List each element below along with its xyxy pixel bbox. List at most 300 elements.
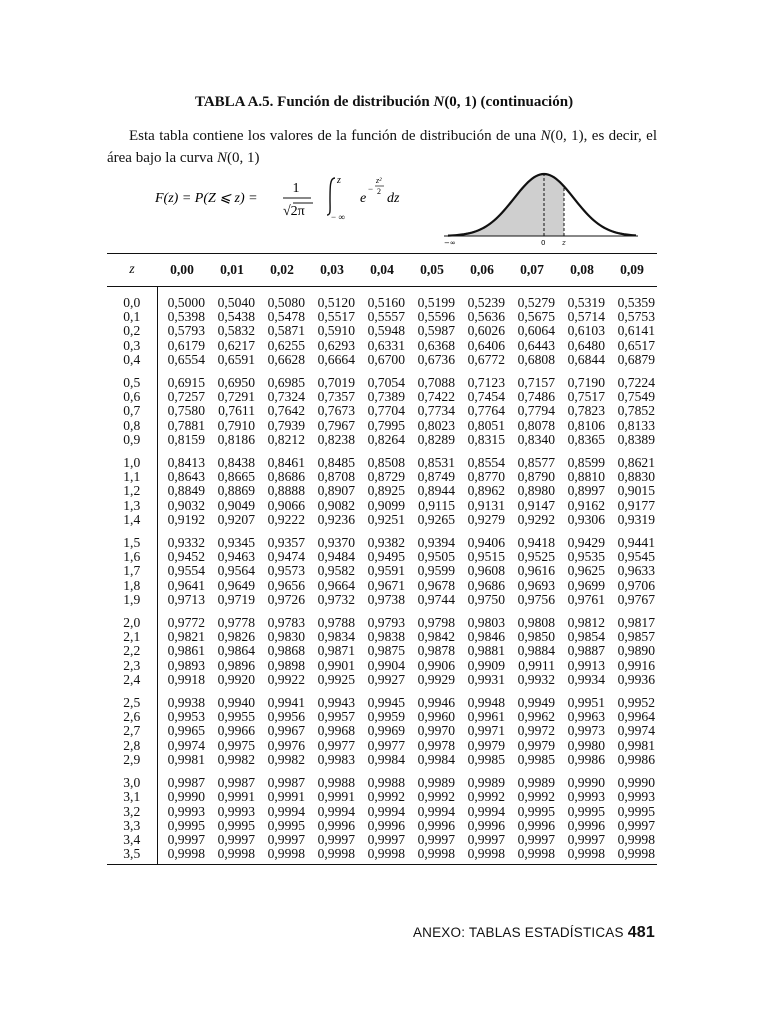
probability-cell: 0,9699 [567, 577, 605, 593]
normal-distribution-table [107, 253, 657, 865]
probability-cell: 0,7642 [267, 403, 305, 419]
probability-cell: 0,9162 [567, 497, 605, 513]
probability-cell: 0,9744 [417, 591, 455, 607]
probability-cell: 0,6103 [567, 323, 605, 339]
table-row [107, 324, 657, 338]
table-row [107, 593, 657, 607]
probability-cell: 0,9913 [567, 657, 605, 673]
probability-cell: 0,9904 [367, 657, 405, 673]
probability-cell: 0,7549 [617, 389, 655, 405]
probability-cell: 0,7881 [167, 417, 205, 433]
probability-cell: 0,7794 [517, 403, 555, 419]
probability-cell: 0,9963 [567, 709, 605, 725]
probability-cell: 0,6915 [167, 375, 205, 391]
probability-cell: 0,9884 [517, 643, 555, 659]
probability-cell: 0,9998 [507, 847, 557, 865]
probability-cell: 0,5279 [517, 295, 555, 310]
formula-exp-den: 2 [377, 187, 381, 196]
probability-cell: 0,9418 [517, 535, 555, 551]
probability-cell: 0,5359 [617, 295, 655, 310]
probability-cell: 0,9952 [617, 695, 655, 711]
probability-cell: 0,9906 [417, 657, 455, 673]
probability-cell: 0,7939 [267, 417, 305, 433]
table-row [107, 484, 657, 498]
probability-cell: 0,9750 [467, 591, 505, 607]
intro-text-3: (0, 1) [226, 150, 260, 166]
probability-cell: 0,9996 [567, 817, 605, 833]
probability-cell: 0,8485 [317, 455, 355, 471]
probability-cell: 0,7704 [367, 403, 405, 419]
probability-cell: 0,6368 [417, 337, 455, 353]
probability-cell: 0,9732 [317, 591, 355, 607]
probability-cell: 0,9222 [267, 511, 305, 527]
table-row [107, 339, 657, 353]
footer-section: ANEXO: TABLAS ESTADÍSTICAS [412, 925, 624, 940]
probability-cell: 0,9767 [617, 591, 655, 607]
z-value-cell: 0,1 [107, 310, 157, 324]
probability-cell: 0,9082 [317, 497, 355, 513]
probability-cell: 0,5199 [417, 295, 455, 310]
probability-cell: 0,9649 [217, 577, 255, 593]
probability-cell: 0,8643 [167, 469, 205, 485]
probability-cell: 0,8186 [217, 431, 255, 447]
probability-cell: 0,9981 [617, 737, 655, 753]
probability-cell: 0,9864 [217, 643, 255, 659]
table-row [107, 513, 657, 527]
z-value-cell: 0,2 [107, 324, 157, 338]
probability-cell: 0,9706 [617, 577, 655, 593]
probability-cell: 0,9976 [267, 737, 305, 753]
probability-cell: 0,9955 [217, 709, 255, 725]
table-row [107, 753, 657, 767]
column-header: 0,04 [357, 254, 407, 287]
probability-cell: 0,9990 [567, 775, 605, 791]
probability-cell: 0,9998 [257, 847, 307, 865]
z-value-cell: 3,5 [107, 847, 157, 865]
probability-cell: 0,5793 [167, 323, 205, 339]
probability-cell: 0,9945 [367, 695, 405, 711]
probability-cell: 0,9842 [417, 629, 455, 645]
probability-cell: 0,9616 [517, 563, 555, 579]
probability-cell: 0,7389 [367, 389, 405, 405]
probability-cell: 0,5000 [167, 295, 205, 310]
probability-cell: 0,5871 [267, 323, 305, 339]
probability-cell: 0,8790 [517, 469, 555, 485]
probability-cell: 0,9332 [167, 535, 205, 551]
probability-cell: 0,9878 [417, 643, 455, 659]
column-header: 0,05 [407, 254, 457, 287]
probability-cell: 0,9989 [467, 775, 505, 791]
probability-cell: 0,9949 [517, 695, 555, 711]
probability-cell: 0,6517 [617, 337, 655, 353]
z-value-cell: 2,9 [107, 753, 157, 767]
probability-cell: 0,9998 [617, 831, 655, 847]
probability-cell: 0,9319 [617, 511, 655, 527]
probability-cell: 0,9993 [567, 789, 605, 805]
probability-cell: 0,9693 [517, 577, 555, 593]
probability-cell: 0,8389 [617, 431, 655, 447]
probability-cell: 0,9970 [417, 723, 455, 739]
probability-cell: 0,9979 [467, 737, 505, 753]
probability-cell: 0,9997 [517, 831, 555, 847]
probability-cell: 0,9251 [367, 511, 405, 527]
probability-cell: 0,9936 [617, 671, 655, 687]
probability-cell: 0,9929 [417, 671, 455, 687]
title-suffix: (0, 1) (continuación) [444, 94, 574, 110]
probability-cell: 0,6331 [367, 337, 405, 353]
z-value-cell: 2,1 [107, 630, 157, 644]
probability-cell: 0,5675 [517, 309, 555, 325]
probability-cell: 0,6879 [617, 351, 655, 367]
z-value-cell: 2,7 [107, 724, 157, 738]
probability-cell: 0,9788 [317, 615, 355, 631]
probability-cell: 0,9997 [467, 831, 505, 847]
z-value-cell: 1,0 [107, 456, 157, 470]
probability-cell: 0,7054 [367, 375, 405, 391]
probability-cell: 0,9925 [317, 671, 355, 687]
probability-cell: 0,9525 [517, 549, 555, 565]
probability-cell: 0,8925 [367, 483, 405, 499]
table-row [107, 847, 657, 865]
z-column-header: z [107, 254, 157, 287]
probability-cell: 0,9890 [617, 643, 655, 659]
probability-cell: 0,6293 [317, 337, 355, 353]
probability-cell: 0,5636 [467, 309, 505, 325]
probability-cell: 0,7580 [167, 403, 205, 419]
probability-cell: 0,9971 [467, 723, 505, 739]
formula-upper: z [337, 175, 341, 186]
probability-cell: 0,9946 [417, 695, 455, 711]
probability-cell: 0,8340 [517, 431, 555, 447]
z-value-cell: 2,6 [107, 710, 157, 724]
probability-cell: 0,9998 [357, 847, 407, 865]
z-value-cell: 1,8 [107, 579, 157, 593]
probability-cell: 0,9292 [517, 511, 555, 527]
probability-cell: 0,6179 [167, 337, 205, 353]
probability-cell: 0,9987 [167, 775, 205, 791]
probability-cell: 0,6406 [467, 337, 505, 353]
z-value-cell: 1,5 [107, 536, 157, 550]
probability-cell: 0,9998 [457, 847, 507, 865]
table-body [107, 287, 657, 865]
probability-cell: 0,9505 [417, 549, 455, 565]
probability-cell: 0,9994 [467, 803, 505, 819]
probability-cell: 0,9382 [367, 535, 405, 551]
probability-cell: 0,9990 [617, 775, 655, 791]
probability-cell: 0,9756 [517, 591, 555, 607]
probability-cell: 0,8869 [217, 483, 255, 499]
probability-cell: 0,8508 [367, 455, 405, 471]
probability-cell: 0,9996 [317, 817, 355, 833]
probability-cell: 0,9994 [367, 803, 405, 819]
probability-cell: 0,7019 [317, 375, 355, 391]
probability-cell: 0,9959 [367, 709, 405, 725]
probability-cell: 0,9032 [167, 497, 205, 513]
probability-cell: 0,9997 [417, 831, 455, 847]
probability-cell: 0,9995 [567, 803, 605, 819]
probability-cell: 0,9922 [267, 671, 305, 687]
probability-cell: 0,9998 [607, 847, 657, 865]
z-value-cell: 1,9 [107, 593, 157, 607]
z-value-cell: 2,0 [107, 616, 157, 630]
probability-cell: 0,9909 [467, 657, 505, 673]
probability-cell: 0,9911 [518, 657, 555, 673]
probability-cell: 0,9821 [167, 629, 205, 645]
probability-cell: 0,9934 [567, 671, 605, 687]
probability-cell: 0,9974 [167, 737, 205, 753]
probability-cell: 0,9131 [467, 497, 505, 513]
probability-cell: 0,9783 [267, 615, 305, 631]
table-row [107, 353, 657, 367]
probability-cell: 0,6064 [517, 323, 555, 339]
probability-cell: 0,5438 [217, 309, 255, 325]
table-row [107, 419, 657, 433]
intro-text-2: (0, 1), es decir, el área bajo la curva [107, 128, 657, 166]
zero-label: 0 [541, 239, 546, 247]
probability-cell: 0,9066 [267, 497, 305, 513]
intro-paragraph [107, 125, 657, 169]
probability-cell: 0,7190 [567, 375, 605, 391]
probability-cell: 0,9965 [167, 723, 205, 739]
table-row [107, 470, 657, 484]
probability-cell: 0,8830 [617, 469, 655, 485]
probability-cell: 0,9798 [417, 615, 455, 631]
probability-cell: 0,8665 [217, 469, 255, 485]
probability-cell: 0,5040 [217, 295, 255, 310]
probability-cell: 0,9633 [617, 563, 655, 579]
probability-cell: 0,9192 [167, 511, 205, 527]
probability-cell: 0,7764 [467, 403, 505, 419]
intro-n-1: N [540, 128, 551, 144]
bell-curve-diagram [440, 168, 640, 253]
probability-cell: 0,9177 [617, 497, 655, 513]
probability-cell: 0,8686 [267, 469, 305, 485]
probability-cell: 0,6480 [567, 337, 605, 353]
probability-cell: 0,9838 [367, 629, 405, 645]
probability-cell: 0,8315 [467, 431, 505, 447]
column-header: 0,09 [607, 254, 657, 287]
probability-cell: 0,5319 [567, 295, 605, 310]
probability-cell: 0,9987 [217, 775, 255, 791]
probability-cell: 0,9996 [367, 817, 405, 833]
probability-cell: 0,7123 [467, 375, 505, 391]
probability-cell: 0,6591 [217, 351, 255, 367]
probability-cell: 0,9982 [217, 751, 255, 767]
probability-cell: 0,5080 [267, 295, 305, 310]
probability-cell: 0,9049 [217, 497, 255, 513]
table-row [107, 776, 657, 790]
probability-cell: 0,6255 [267, 337, 305, 353]
probability-cell: 0,9981 [167, 751, 205, 767]
probability-cell: 0,9370 [317, 535, 355, 551]
probability-cell: 0,9515 [467, 549, 505, 565]
probability-cell: 0,5753 [617, 309, 655, 325]
probability-cell: 0,7995 [367, 417, 405, 433]
probability-cell: 0,9495 [367, 549, 405, 565]
page-title [0, 94, 768, 111]
probability-cell: 0,8980 [517, 483, 555, 499]
table-row [107, 710, 657, 724]
z-value-cell: 0,8 [107, 419, 157, 433]
probability-cell: 0,9988 [367, 775, 405, 791]
probability-cell: 0,8212 [267, 431, 305, 447]
probability-cell: 0,8365 [567, 431, 605, 447]
probability-cell: 0,9573 [267, 563, 305, 579]
table-row [107, 724, 657, 738]
formula-dz: dz [387, 191, 400, 206]
z-value-cell: 3,2 [107, 805, 157, 819]
z-value-cell: 0,3 [107, 339, 157, 353]
probability-cell: 0,9591 [367, 563, 405, 579]
probability-cell: 0,9893 [167, 657, 205, 673]
probability-cell: 0,9985 [467, 751, 505, 767]
probability-cell: 0,8289 [417, 431, 455, 447]
probability-cell: 0,8599 [567, 455, 605, 471]
probability-cell: 0,9993 [167, 803, 205, 819]
table-row [107, 499, 657, 513]
probability-cell: 0,9115 [418, 497, 455, 513]
probability-cell: 0,9994 [317, 803, 355, 819]
probability-cell: 0,5160 [367, 295, 405, 310]
probability-cell: 0,9887 [567, 643, 605, 659]
probability-cell: 0,9992 [467, 789, 505, 805]
probability-cell: 0,9357 [267, 535, 305, 551]
probability-cell: 0,9994 [417, 803, 455, 819]
probability-cell: 0,8531 [417, 455, 455, 471]
probability-cell: 0,8051 [467, 417, 505, 433]
probability-cell: 0,7088 [417, 375, 455, 391]
column-header: 0,01 [207, 254, 257, 287]
probability-cell: 0,8023 [417, 417, 455, 433]
probability-cell: 0,5398 [167, 309, 205, 325]
formula-lhs: F(z) = P(Z ⩽ z) = [155, 191, 258, 206]
probability-cell: 0,8997 [567, 483, 605, 499]
minus-infinity-label: −∞ [444, 239, 456, 247]
probability-cell: 0,9977 [367, 737, 405, 753]
probability-cell: 0,7910 [217, 417, 255, 433]
probability-cell: 0,9664 [317, 577, 355, 593]
table-row [107, 296, 657, 310]
probability-cell: 0,6443 [517, 337, 555, 353]
probability-cell: 0,9998 [307, 847, 357, 865]
column-header: 0,07 [507, 254, 557, 287]
z-value-cell: 0,7 [107, 404, 157, 418]
probability-cell: 0,7734 [417, 403, 455, 419]
probability-cell: 0,9984 [417, 751, 455, 767]
probability-cell: 0,5832 [217, 323, 255, 339]
probability-cell: 0,9599 [417, 563, 455, 579]
probability-cell: 0,9990 [167, 789, 205, 805]
probability-cell: 0,8159 [167, 431, 205, 447]
probability-cell: 0,9345 [217, 535, 255, 551]
probability-cell: 0,9463 [217, 549, 255, 565]
probability-cell: 0,9812 [567, 615, 605, 631]
formula-lower: − ∞ [331, 212, 345, 222]
probability-cell: 0,9998 [557, 847, 607, 865]
title-prefix: TABLA A.5. Función de distribución [194, 94, 434, 110]
probability-cell: 0,6950 [217, 375, 255, 391]
probability-cell: 0,9803 [467, 615, 505, 631]
probability-cell: 0,9989 [517, 775, 555, 791]
probability-cell: 0,9719 [217, 591, 255, 607]
probability-cell: 0,9978 [417, 737, 455, 753]
z-value-cell: 2,4 [107, 673, 157, 687]
probability-cell: 0,9608 [467, 563, 505, 579]
probability-cell: 0,9975 [217, 737, 255, 753]
z-value-cell: 1,3 [107, 499, 157, 513]
probability-cell: 0,8770 [467, 469, 505, 485]
probability-cell: 0,8849 [167, 483, 205, 499]
table-row [107, 404, 657, 418]
probability-cell: 0,9099 [367, 497, 405, 513]
probability-cell: 0,5948 [367, 323, 405, 339]
probability-cell: 0,6736 [417, 351, 455, 367]
probability-cell: 0,7422 [417, 389, 455, 405]
probability-cell: 0,9977 [317, 737, 355, 753]
probability-cell: 0,8621 [617, 455, 655, 471]
probability-cell: 0,6026 [467, 323, 505, 339]
probability-cell: 0,9452 [167, 549, 205, 565]
probability-cell: 0,9846 [467, 629, 505, 645]
probability-cell: 0,9996 [417, 817, 455, 833]
probability-cell: 0,9991 [217, 789, 255, 805]
probability-cell: 0,9992 [517, 789, 555, 805]
probability-cell: 0,7673 [317, 403, 355, 419]
probability-cell: 0,9545 [617, 549, 655, 565]
probability-cell: 0,9984 [367, 751, 405, 767]
probability-cell: 0,9817 [617, 615, 655, 631]
table-row [107, 376, 657, 390]
probability-cell: 0,9535 [567, 549, 605, 565]
probability-cell: 0,9991 [267, 789, 305, 805]
probability-cell: 0,9961 [467, 709, 505, 725]
probability-cell: 0,9015 [617, 483, 655, 499]
probability-cell: 0,9973 [567, 723, 605, 739]
table-row [107, 630, 657, 644]
probability-cell: 0,6628 [267, 351, 305, 367]
probability-cell: 0,9898 [267, 657, 305, 673]
probability-cell: 0,9738 [367, 591, 405, 607]
probability-cell: 0,9932 [517, 671, 555, 687]
table-row [107, 673, 657, 687]
z-value-cell: 1,1 [107, 470, 157, 484]
probability-cell: 0,9207 [217, 511, 255, 527]
probability-cell: 0,9854 [567, 629, 605, 645]
probability-cell: 0,8554 [467, 455, 505, 471]
probability-cell: 0,9974 [617, 723, 655, 739]
probability-cell: 0,9995 [517, 803, 555, 819]
probability-cell: 0,9901 [317, 657, 355, 673]
probability-cell: 0,7611 [218, 403, 255, 419]
probability-cell: 0,7454 [467, 389, 505, 405]
probability-cell: 0,8078 [517, 417, 555, 433]
probability-cell: 0,9918 [167, 671, 205, 687]
z-value-cell: 0,9 [107, 433, 157, 447]
probability-cell: 0,8944 [417, 483, 455, 499]
probability-cell: 0,6844 [567, 351, 605, 367]
table-row [107, 644, 657, 658]
probability-cell: 0,8106 [567, 417, 605, 433]
probability-cell: 0,8962 [467, 483, 505, 499]
probability-cell: 0,5239 [467, 295, 505, 310]
table-row [107, 564, 657, 578]
probability-cell: 0,9656 [267, 577, 305, 593]
probability-cell: 0,9968 [317, 723, 355, 739]
table-header-row [107, 254, 657, 287]
probability-cell: 0,9564 [217, 563, 255, 579]
probability-cell: 0,9582 [317, 563, 355, 579]
probability-cell: 0,9948 [467, 695, 505, 711]
